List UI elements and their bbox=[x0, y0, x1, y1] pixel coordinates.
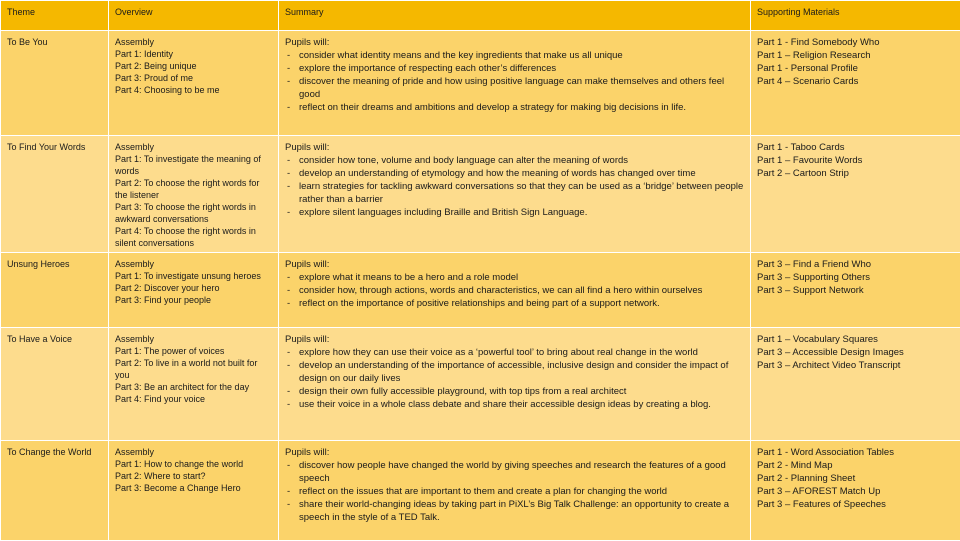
summary-item: - explore silent languages including Braille and British Sign Language. bbox=[285, 206, 744, 219]
overview-line: Part 4: Find your voice bbox=[115, 393, 272, 405]
material-item: Part 2 – Cartoon Strip bbox=[757, 167, 954, 180]
summary-list bbox=[285, 154, 744, 219]
summary-item: - discover how people have changed the world by giving speeches and research the features of a good speech bbox=[285, 459, 744, 485]
materials-cell bbox=[751, 328, 960, 441]
material-item: Part 1 - Taboo Cards bbox=[757, 141, 954, 154]
material-item: Part 3 – AFOREST Match Up bbox=[757, 485, 954, 498]
summary-cell bbox=[279, 441, 751, 541]
overview-line: Part 3: To choose the right words in awkward conversations bbox=[115, 201, 272, 225]
overview-line: Part 3: Proud of me bbox=[115, 72, 272, 84]
summary-item: - explore what it means to be a hero and a role model bbox=[285, 271, 744, 284]
header-summary: Summary bbox=[279, 1, 751, 31]
overview-line: Part 2: Discover your hero bbox=[115, 282, 272, 294]
table-row bbox=[1, 441, 960, 541]
material-item: Part 1 - Find Somebody Who bbox=[757, 36, 954, 49]
table-row bbox=[1, 136, 960, 253]
material-item: Part 3 – Features of Speeches bbox=[757, 498, 954, 511]
summary-item: - use their voice in a whole class debate and share their accessible design ideas by creating a blog. bbox=[285, 398, 744, 411]
materials-cell bbox=[751, 136, 960, 253]
overview-cell bbox=[109, 328, 279, 441]
summary-item: - explore how they can use their voice as a ‘powerful tool’ to bring about real change in the world bbox=[285, 346, 744, 359]
overview-line: Part 1: How to change the world bbox=[115, 458, 272, 470]
summary-item: - share their world-changing ideas by taking part in PiXL’s Big Talk Challenge: an opportunity to create a speech in the style of a TED Talk. bbox=[285, 498, 744, 524]
header-materials: Supporting Materials bbox=[751, 1, 960, 31]
overview-line: Assembly bbox=[115, 446, 272, 458]
overview-line: Assembly bbox=[115, 36, 272, 48]
header-overview: Overview bbox=[109, 1, 279, 31]
summary-item: - design their own fully accessible playground, with top tips from a real architect bbox=[285, 385, 744, 398]
header-row bbox=[1, 1, 960, 31]
materials-cell bbox=[751, 441, 960, 541]
table-row bbox=[1, 253, 960, 328]
summary-item: - discover the meaning of pride and how using positive language can make themselves and others feel good bbox=[285, 75, 744, 101]
material-item: Part 3 – Architect Video Transcript bbox=[757, 359, 954, 372]
materials-cell bbox=[751, 253, 960, 328]
theme-cell: To Change the World bbox=[1, 441, 109, 541]
overview-line: Part 2: To choose the right words for the listener bbox=[115, 177, 272, 201]
material-item: Part 3 – Accessible Design Images bbox=[757, 346, 954, 359]
summary-cell bbox=[279, 31, 751, 136]
overview-line: Part 2: Where to start? bbox=[115, 470, 272, 482]
table-row bbox=[1, 328, 960, 441]
material-item: Part 1 – Vocabulary Squares bbox=[757, 333, 954, 346]
summary-lead: Pupils will: bbox=[285, 333, 744, 346]
overview-cell bbox=[109, 441, 279, 541]
summary-item: - develop an understanding of etymology and how the meaning of words has changed over time bbox=[285, 167, 744, 180]
overview-line: Part 2: Being unique bbox=[115, 60, 272, 72]
summary-item: - consider how tone, volume and body language can alter the meaning of words bbox=[285, 154, 744, 167]
overview-line: Part 3: Find your people bbox=[115, 294, 272, 306]
overview-line: Part 3: Be an architect for the day bbox=[115, 381, 272, 393]
summary-lead: Pupils will: bbox=[285, 141, 744, 154]
summary-item: - reflect on the issues that are important to them and create a plan for changing the world bbox=[285, 485, 744, 498]
summary-lead: Pupils will: bbox=[285, 258, 744, 271]
overview-line: Part 1: Identity bbox=[115, 48, 272, 60]
overview-line: Part 3: Become a Change Hero bbox=[115, 482, 272, 494]
summary-list bbox=[285, 271, 744, 310]
summary-item: - develop an understanding of the importance of accessible, inclusive design and consider the impact of design on our daily lives bbox=[285, 359, 744, 385]
summary-lead: Pupils will: bbox=[285, 446, 744, 459]
material-item: Part 4 – Scenario Cards bbox=[757, 75, 954, 88]
summary-list bbox=[285, 49, 744, 114]
overview-line: Part 1: To investigate unsung heroes bbox=[115, 270, 272, 282]
summary-item: - consider how, through actions, words and characteristics, we can all find a hero within ourselves bbox=[285, 284, 744, 297]
summary-cell bbox=[279, 328, 751, 441]
table-row bbox=[1, 31, 960, 136]
overview-cell bbox=[109, 31, 279, 136]
overview-line: Part 2: To live in a world not built for you bbox=[115, 357, 272, 381]
overview-line: Part 4: To choose the right words in silent conversations bbox=[115, 225, 272, 249]
summary-item: - explore the importance of respecting each other’s differences bbox=[285, 62, 744, 75]
summary-cell bbox=[279, 253, 751, 328]
summary-item: - consider what identity means and the key ingredients that make us all unique bbox=[285, 49, 744, 62]
header-theme: Theme bbox=[1, 1, 109, 31]
material-item: Part 1 – Favourite Words bbox=[757, 154, 954, 167]
material-item: Part 3 – Supporting Others bbox=[757, 271, 954, 284]
summary-cell bbox=[279, 136, 751, 253]
material-item: Part 3 – Support Network bbox=[757, 284, 954, 297]
materials-cell bbox=[751, 31, 960, 136]
theme-cell: Unsung Heroes bbox=[1, 253, 109, 328]
overview-line: Part 1: The power of voices bbox=[115, 345, 272, 357]
material-item: Part 2 - Mind Map bbox=[757, 459, 954, 472]
overview-line: Assembly bbox=[115, 258, 272, 270]
overview-line: Assembly bbox=[115, 333, 272, 345]
summary-list bbox=[285, 346, 744, 411]
overview-cell bbox=[109, 253, 279, 328]
summary-item: - reflect on their dreams and ambitions and develop a strategy for making big decisions in life. bbox=[285, 101, 744, 114]
summary-item: - reflect on the importance of positive relationships and being part of a support network. bbox=[285, 297, 744, 310]
material-item: Part 1 – Religion Research bbox=[757, 49, 954, 62]
overview-line: Part 1: To investigate the meaning of words bbox=[115, 153, 272, 177]
material-item: Part 3 – Find a Friend Who bbox=[757, 258, 954, 271]
theme-cell: To Be You bbox=[1, 31, 109, 136]
theme-cell: To Have a Voice bbox=[1, 328, 109, 441]
summary-lead: Pupils will: bbox=[285, 36, 744, 49]
material-item: Part 1 - Word Association Tables bbox=[757, 446, 954, 459]
overview-cell bbox=[109, 136, 279, 253]
overview-line: Part 4: Choosing to be me bbox=[115, 84, 272, 96]
theme-cell: To Find Your Words bbox=[1, 136, 109, 253]
material-item: Part 2 - Planning Sheet bbox=[757, 472, 954, 485]
summary-list bbox=[285, 459, 744, 524]
overview-line: Assembly bbox=[115, 141, 272, 153]
summary-item: - learn strategies for tackling awkward conversations so that they can be used as a ‘bridge’ between people rather than a barrier bbox=[285, 180, 744, 206]
material-item: Part 1 - Personal Profile bbox=[757, 62, 954, 75]
